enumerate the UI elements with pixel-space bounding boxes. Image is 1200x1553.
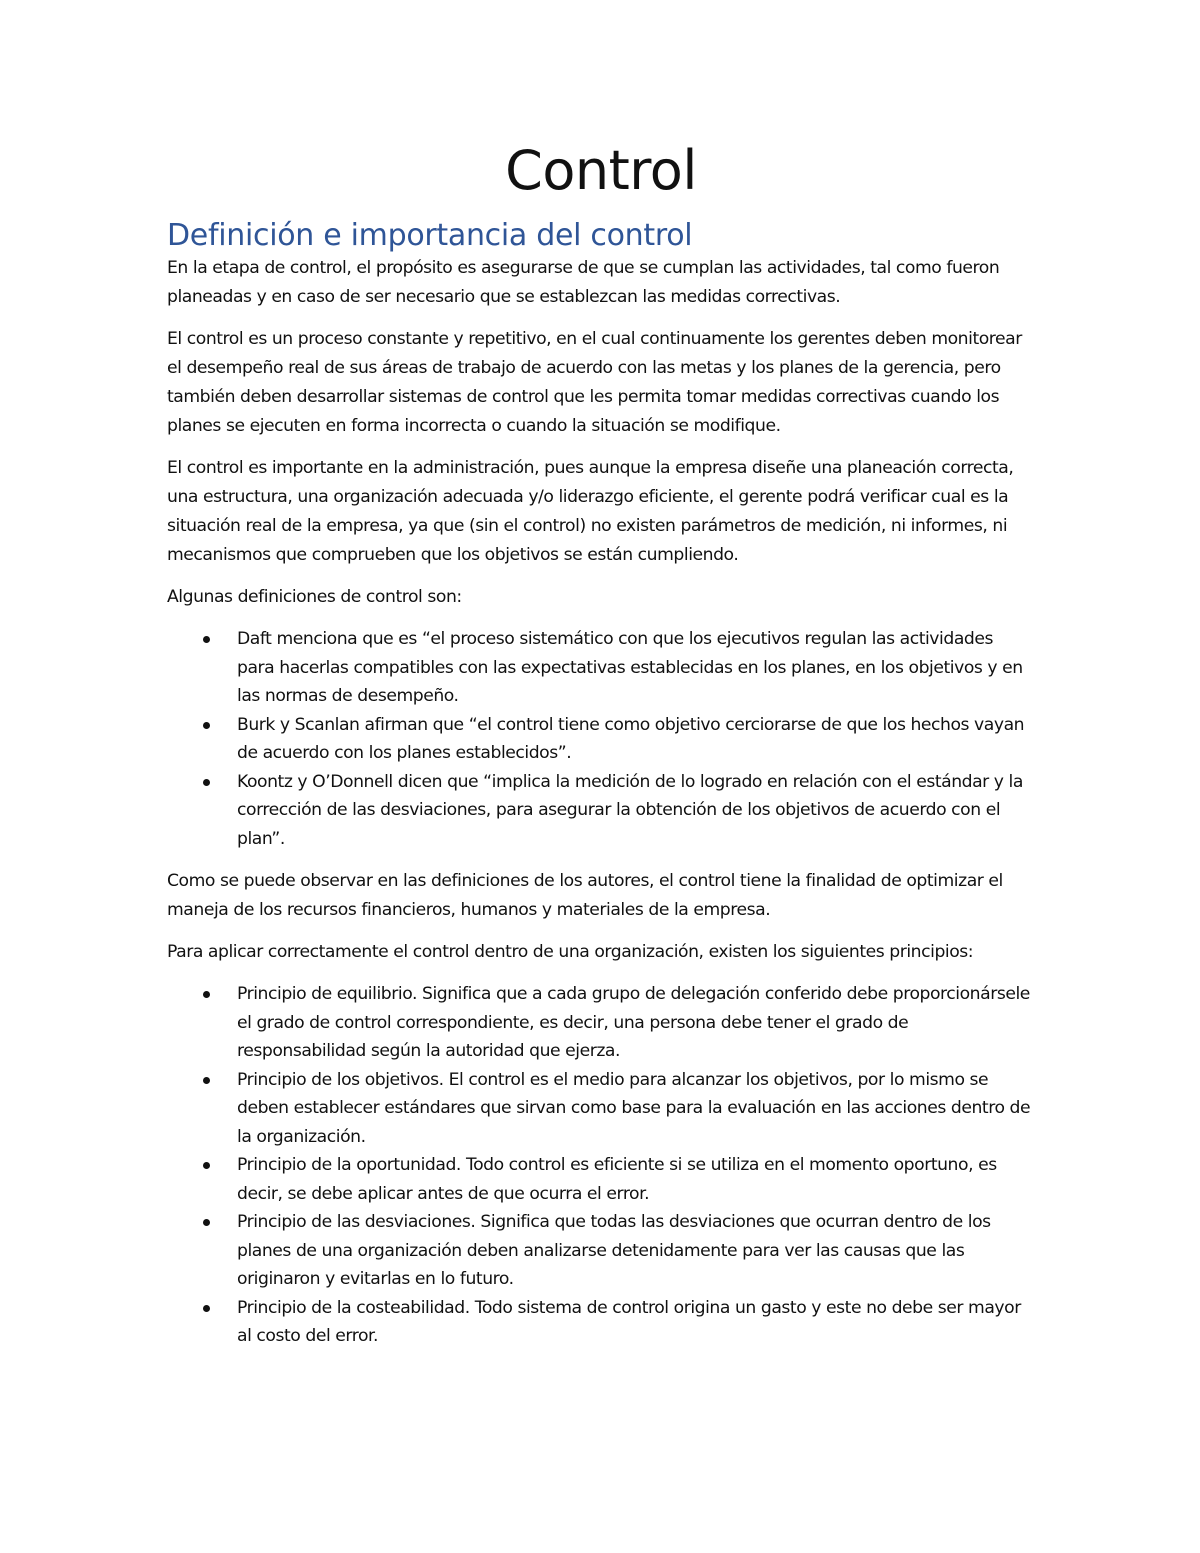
definitions-list [167, 625, 1035, 853]
paragraph-observation: Como se puede observar en las definiciones de los autores, el control tiene la finalidad de optimizar el maneja de los recursos financieros, humanos y materiales de la empresa. [167, 871, 1003, 920]
list-item: Principio de la costeabilidad. Todo sistema de control origina un gasto y este no debe ser mayor al costo del error. [237, 1294, 1035, 1351]
list-item: Principio de la oportunidad. Todo control es eficiente si se utiliza en el momento oportuno, es decir, se debe aplicar antes de que ocurra el error. [237, 1151, 1035, 1208]
list-item: Principio de los objetivos. El control es el medio para alcanzar los objetivos, por lo mismo se deben establecer estándares que sirvan como base para la evaluación en las acciones dentro de la organización. [237, 1066, 1035, 1152]
paragraph-definitions-lead: Algunas definiciones de control son: [167, 587, 462, 607]
section-heading: Definición e importancia del control [167, 218, 693, 253]
paragraph-importance: El control es importante en la administración, pues aunque la empresa diseñe una planeación correcta, una estructura, una organización adecuada y/o liderazgo eficiente, el gerente podrá verificar cual es la situación real de la empresa, ya que (sin el control) no existen parámetros de medición, ni informes, ni mecanismos que comprueben que los objetivos se están cumpliendo. [167, 458, 1014, 565]
principles-list [167, 980, 1035, 1351]
list-item: Daft menciona que es “el proceso sistemático con que los ejecutivos regulan las actividades para hacerlas compatibles con las expectativas establecidas en los planes, en los objetivos y en las normas de desempeño. [237, 625, 1035, 711]
list-item: Burk y Scanlan afirman que “el control tiene como objetivo cerciorarse de que los hechos vayan de acuerdo con los planes establecidos”. [237, 711, 1035, 768]
document-title: Control [505, 139, 697, 202]
list-item: Koontz y O’Donnell dicen que “implica la medición de lo logrado en relación con el estándar y la corrección de las desviaciones, para asegurar la obtención de los objetivos de acuerdo con el plan”. [237, 768, 1035, 854]
list-item: Principio de equilibrio. Significa que a cada grupo de delegación conferido debe proporcionársele el grado de control correspondiente, es decir, una persona debe tener el grado de responsabilidad según la autoridad que ejerza. [237, 980, 1035, 1066]
paragraph-process: El control es un proceso constante y repetitivo, en el cual continuamente los gerentes deben monitorear el desempeño real de sus áreas de trabajo de acuerdo con las metas y los planes de la gerencia, pero también deben desarrollar sistemas de control que les permita tomar medidas correctivas cuando los planes se ejecuten en forma incorrecta o cuando la situación se modifique. [167, 329, 1022, 436]
paragraph-intro: En la etapa de control, el propósito es asegurarse de que se cumplan las actividades, tal como fueron planeadas y en caso de ser necesario que se establezcan las medidas correctivas. [167, 258, 1000, 307]
list-item: Principio de las desviaciones. Significa que todas las desviaciones que ocurran dentro de los planes de una organización deben analizarse detenidamente para ver las causas que las originaron y evitarlas en lo futuro. [237, 1208, 1035, 1294]
paragraph-principles-lead: Para aplicar correctamente el control dentro de una organización, existen los siguientes principios: [167, 942, 974, 962]
